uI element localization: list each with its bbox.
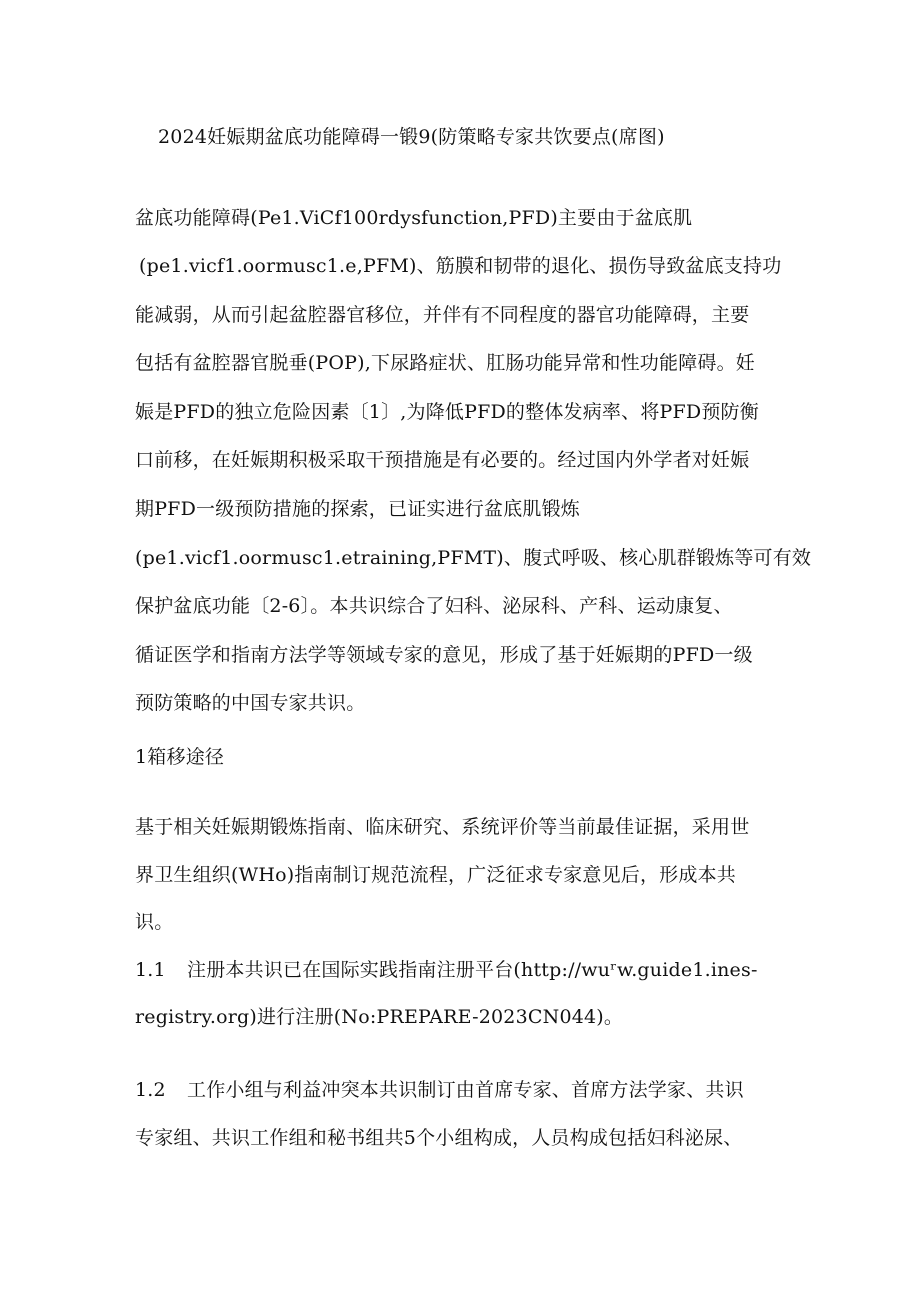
subsection-1-2-line1 <box>135 1077 744 1103</box>
document-title: 2024妊娠期盆底功能障碍一锻9(防策略专家共饮要点(席图) <box>158 126 665 148</box>
intro-line: 保护盆底功能〔2-6〕。本共识综合了妇科、泌尿科、产科、运动康复、 <box>135 595 733 617</box>
intro-line: (pe1.vicf1.oormusc1.e,PFM)、筋膜和韧带的退化、损伤导致盆底支持功 <box>139 255 782 277</box>
intro-line: 包括有盆腔器官脱垂(POP),下尿路症状、肛肠功能异常和性功能障碍。妊 <box>135 352 756 374</box>
subsection-1-1-line2: registry.org)进行注册(No:PREPARE-2023CN044)。 <box>135 1006 624 1028</box>
subsection-number: 1.1 <box>135 959 166 981</box>
section-heading: 1箱移途径 <box>135 746 225 768</box>
subsection-1-1-line1 <box>135 957 758 983</box>
subsection-text: 注册本共识已在国际实践指南注册平台(http://wuʳw.guide1.ines- <box>187 959 758 981</box>
intro-line: 期PFD一级预防措施的探索，已证实进行盆底肌锻炼 <box>135 498 581 520</box>
subsection-1-2-line2: 专家组、共识工作组和秘书组共5个小组构成，人员构成包括妇科泌尿、 <box>135 1127 743 1149</box>
intro-line: 娠是PFD的独立危险因素〔1〕,为降低PFD的整体发病率、将PFD预防衡 <box>135 401 759 423</box>
intro-line: 口前移，在妊娠期积极采取干预措施是有必要的。经过国内外学者对妊娠 <box>135 449 750 471</box>
intro-line: 能减弱，从而引起盆腔器官移位，并伴有不同程度的器官功能障碍，主要 <box>135 304 750 326</box>
intro-line: 循证医学和指南方法学等领域专家的意见，形成了基于妊娠期的PFD一级 <box>135 644 753 666</box>
section1-line: 界卫生组织(WHo)指南制订规范流程，广泛征求专家意见后，形成本共 <box>135 864 736 886</box>
subsection-number: 1.2 <box>135 1079 166 1101</box>
intro-line: (pe1.vicf1.oormusc1.etraining,PFMT)、腹式呼吸、核心肌群锻炼等可有效 <box>135 547 812 569</box>
section1-line: 识。 <box>135 911 174 933</box>
intro-line: 预防策略的中国专家共识。 <box>135 692 366 714</box>
section1-line: 基于相关妊娠期锻炼指南、临床研究、系统评价等当前最佳证据，采用世 <box>135 816 750 838</box>
subsection-text: 工作小组与利益冲突本共识制订由首席专家、首席方法学家、共识 <box>187 1079 744 1101</box>
intro-line: 盆底功能障碍(Pe1.ViCf100rdysfunction,PFD)主要由于盆底肌 <box>135 207 693 229</box>
